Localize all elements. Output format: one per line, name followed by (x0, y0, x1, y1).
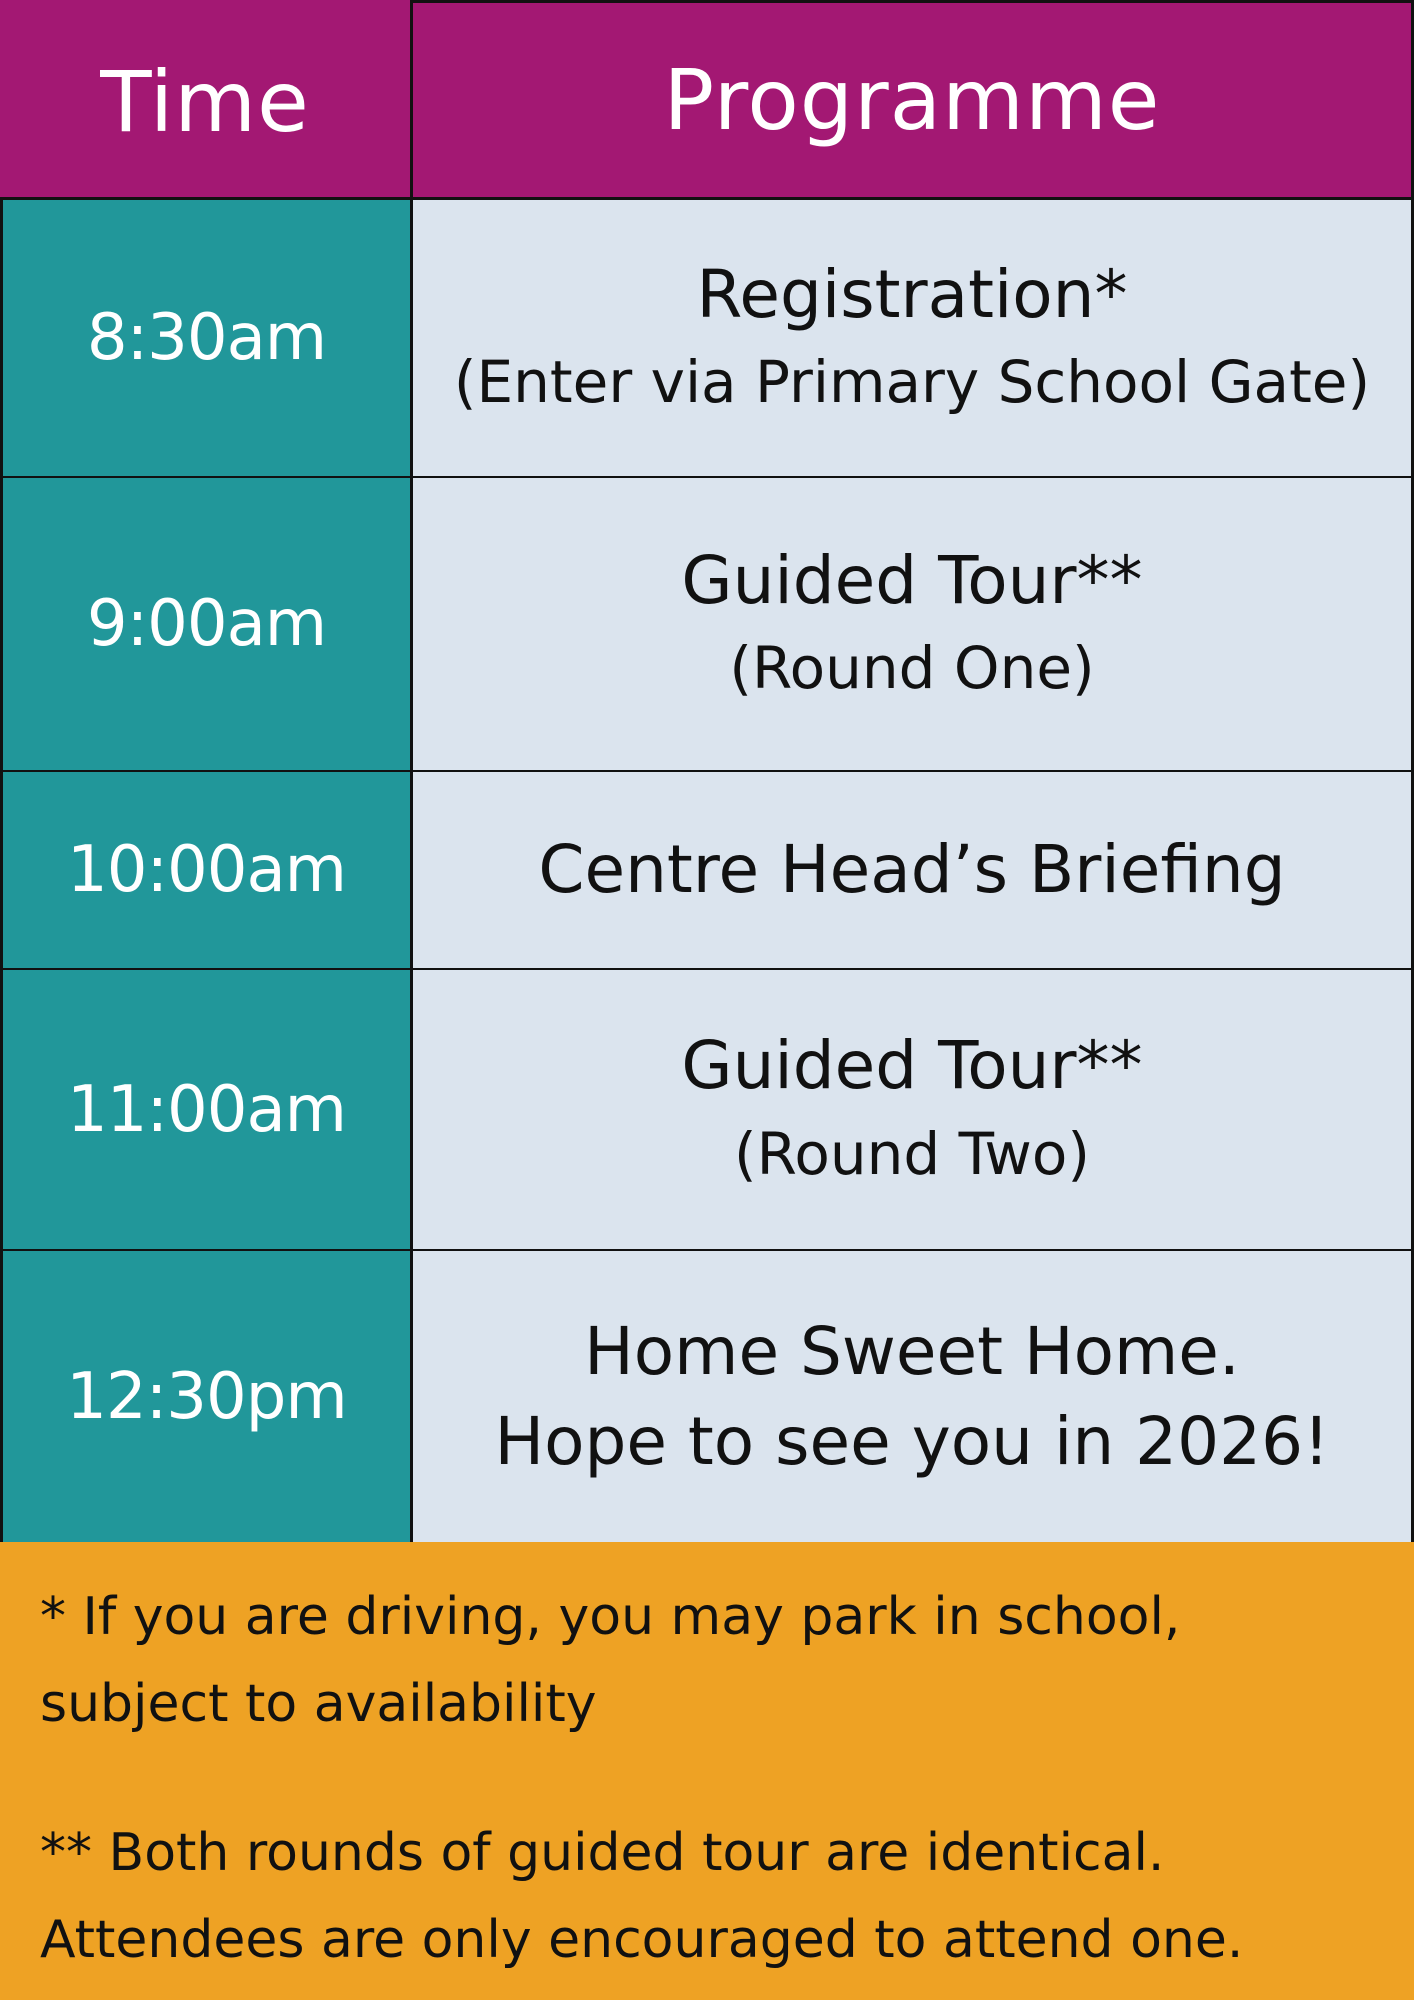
programme-title: Home Sweet Home. (584, 1313, 1240, 1391)
programme-title: Centre Head’s Briefing (538, 831, 1286, 909)
time-cell-briefing: 10:00am (0, 770, 410, 968)
tour-footnote: ** Both rounds of guided tour are identical. Attendees are only encouraged to attend one. (40, 1823, 1244, 1970)
time-cell-tour-two: 11:00am (0, 968, 410, 1249)
parking-footnote: * If you are driving, you may park in school, subject to availability (40, 1587, 1181, 1734)
programme-cell-registration (410, 197, 1414, 476)
programme-note: (Round Two) (734, 1119, 1090, 1188)
programme-note: (Enter via Primary School Gate) (453, 348, 1371, 417)
programme-column-header: Programme (410, 0, 1414, 197)
time-column-header: Time (0, 0, 410, 197)
programme-closing-line: Hope to see you in 2026! (494, 1402, 1330, 1480)
programme-cell-home (410, 1249, 1414, 1542)
time-cell-home: 12:30pm (0, 1249, 410, 1542)
footnotes-panel (0, 1542, 1414, 2000)
programme-cell-briefing (410, 770, 1414, 968)
time-cell-tour-one: 9:00am (0, 476, 410, 770)
programme-title: Registration* (696, 255, 1128, 333)
programme-title: Guided Tour** (681, 541, 1143, 619)
programme-note: (Round One) (729, 634, 1095, 703)
programme-cell-tour-two (410, 968, 1414, 1249)
programme-cell-tour-one (410, 476, 1414, 770)
programme-title: Guided Tour** (681, 1027, 1143, 1105)
time-cell-registration: 8:30am (0, 197, 410, 476)
